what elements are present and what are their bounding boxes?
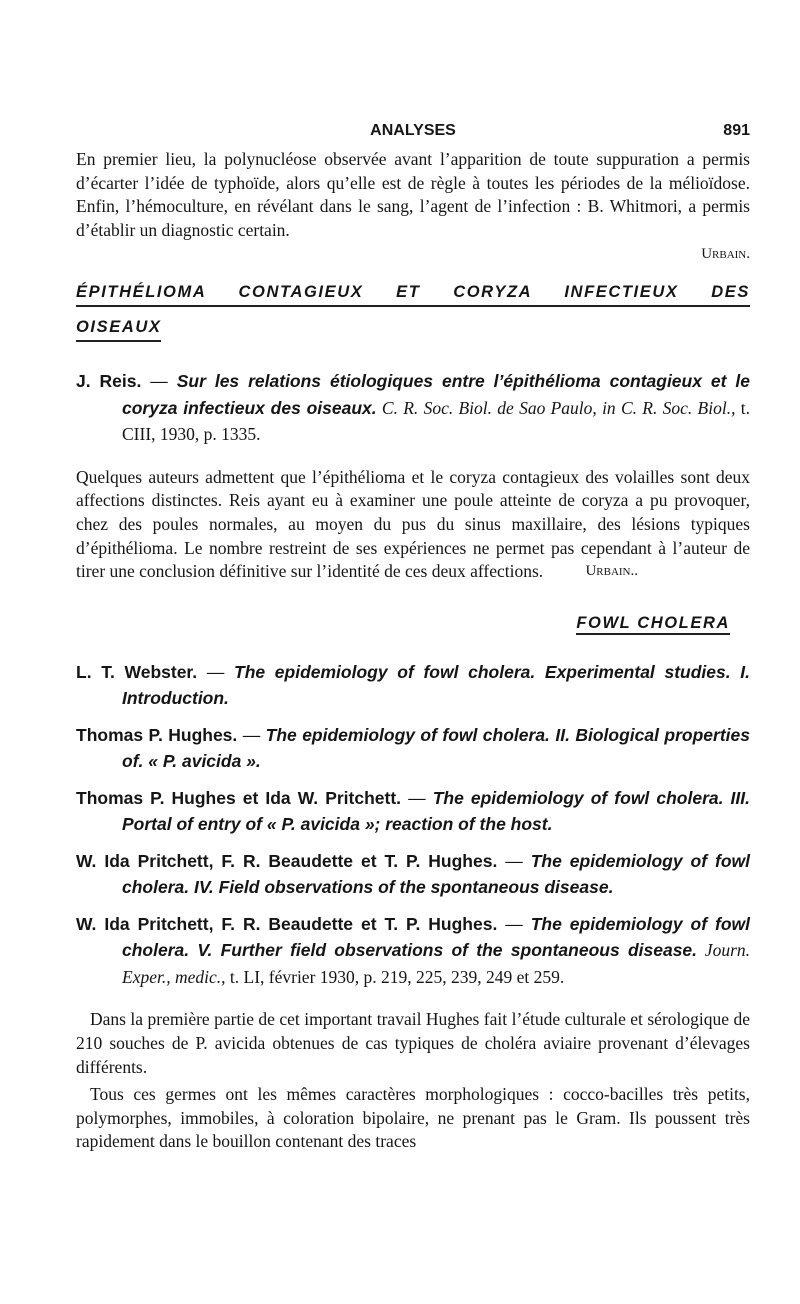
reference-dash: — [141, 371, 177, 392]
page-number: 891 [723, 122, 750, 139]
section-title-line-2: OISEAUX [76, 315, 161, 342]
reference-title: Sur les relations étiologiques entre l’épithélioma contagieux et le coryza infectieux des oiseaux. [122, 371, 750, 418]
reference-dash: — [497, 913, 531, 934]
reference-dash: — [497, 850, 531, 871]
reference-title: The epidemiology of fowl cholera. IV. Field observations of the spontaneous disease. [122, 850, 750, 898]
reference-author: W. Ida Pritchett, F. R. Beaudette et T. P. Hughes. [76, 913, 498, 934]
reference-title: The epidemiology of fowl cholera. Experimental studies. I. Introduction. [122, 661, 750, 709]
reference-author: W. Ida Pritchett, F. R. Beaudette et T. P. Hughes. [76, 850, 498, 871]
paragraph-hughes-study: Dans la première partie de cet important travail Hughes fait l’étude culturale et sérologique de 210 souches de P. avicida obtenues de cas typiques de choléra aviaire provenant d’élevages différents. [76, 1009, 750, 1077]
signature-urbain-1: Urbain. [701, 246, 750, 263]
reference-source: C. R. Soc. Biol. de Sao Paulo, in C. R. Soc. Biol., [376, 397, 736, 418]
reference-author: Thomas P. Hughes. [76, 724, 238, 745]
reference-pritchett-5 [76, 911, 750, 991]
reference-dash: — [237, 724, 266, 745]
header-title: ANALYSES [370, 122, 456, 139]
reference-webster [76, 659, 750, 712]
reference-pritchett-4 [76, 848, 750, 901]
reference-source-details: t. LI, février 1930, p. 219, 225, 239, 249 et 259. [225, 966, 565, 987]
reference-hughes-2 [76, 722, 750, 775]
reference-author: J. Reis. [76, 371, 142, 392]
reference-author: L. T. Webster. [76, 661, 198, 682]
reference-hughes-pritchett-3 [76, 785, 750, 838]
reference-author: Thomas P. Hughes et Ida W. Pritchett. [76, 787, 402, 808]
section-title-epithelioma [76, 280, 750, 342]
running-header [76, 122, 750, 148]
reference-title: The epidemiology of fowl cholera. II. Biological properties of. « P. avicida ». [122, 724, 750, 772]
reference-dash: — [401, 787, 433, 808]
page [76, 122, 750, 1154]
reference-source-details: t. CIII, 1930, p. 1335. [122, 397, 750, 445]
reference-source: Journ. Exper., medic., [122, 940, 751, 987]
signature-urbain-2: Urbain.. [585, 563, 638, 580]
reference-dash: — [197, 661, 234, 682]
paragraph-melioidose: En premier lieu, la polynucléose observée avant l’apparition de toute suppuration a permis d’écarter l’idée de typhoïde, alors qu’elle est de règle à toutes les périodes de la mélioïdose. Enfin, l’hémoculture, en révélant dans le sang, l’agent de l’infection : B. Whitmori, a permis d’établir un diagnostic certain. [76, 149, 750, 240]
reference-reis [76, 368, 750, 448]
section-title-text: FOWL CHOLERA [576, 614, 730, 635]
section-title-line-1: ÉPITHÉLIOMA CONTAGIEUX ET CORYZA INFECTIEUX DES [76, 280, 750, 307]
paragraph-reis-text: Quelques auteurs admettent que l’épithélioma et le coryza contagieux des volailles sont deux affections distinctes. Reis ayant eu à examiner une poule atteinte de coryza a pu provoquer, chez des poules normales, au moyen du pus du sinus maxillaire, des lésions typiques d’épithélioma. Le nombre restreint de ses expériences ne permet pas cependant à l’auteur de tirer une conclusion définitive sur l’identité de ces deux affections. [76, 466, 750, 582]
section-title-fowl-cholera [76, 614, 750, 633]
paragraph-reis [76, 466, 750, 584]
reference-title: The epidemiology of fowl cholera. V. Further field observations of the spontaneous disease. [122, 913, 750, 961]
fowl-cholera-references [76, 659, 750, 991]
paragraph-germs: Tous ces germes ont les mêmes caractères morphologiques : cocco-bacilles très petits, polymorphes, immobiles, à coloration bipolaire, ne prenant pas le Gram. Ils poussent très rapidement dans le bouillon contenant des traces [76, 1084, 750, 1152]
reference-title: The epidemiology of fowl cholera. III. Portal of entry of « P. avicida »; reaction of the host. [122, 787, 750, 835]
